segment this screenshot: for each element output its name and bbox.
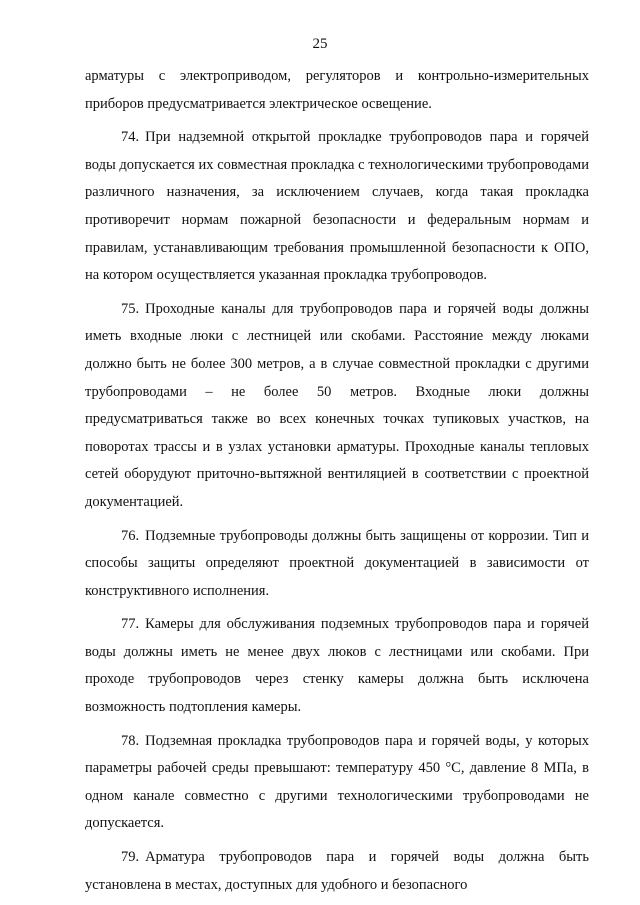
page-number: 25 (312, 36, 328, 52)
paragraph-number: 79. (121, 849, 140, 866)
paragraph-79 (85, 844, 589, 899)
paragraph-text: Проходные каналы для трубопроводов пара и горячей воды должны иметь входные люки с лестницей или скобами. Расстояние между люками должно быть не более 300 метров, а в случае совместной прокладки с другими трубопроводами – не более 50 метров. Входные люки должны предусматриваться также во всех конечных точках тупиковых участков, на поворотах трассы и в узлах установки арматуры. Проходные каналы тепловых сетей оборудуют приточно-вытяжной вентиляцией в соответствии с проектной документацией. (85, 300, 589, 510)
paragraph-77 (85, 611, 589, 721)
paragraph-number: 78. (121, 732, 140, 749)
paragraph-continuation (85, 63, 589, 118)
paragraph-78 (85, 728, 589, 838)
paragraph-75 (85, 296, 589, 517)
paragraph-number: 77. (121, 616, 140, 633)
paragraph-text: Камеры для обслуживания подземных трубопроводов пара и горячей воды должны иметь не менее двух люков с лестницами или скобами. При проходе трубопроводов через стенку камеры должна быть исключена возможность подтопления камеры. (85, 616, 589, 716)
paragraph-text: арматуры с электроприводом, регуляторов и контрольно-измерительных приборов предусматривается электрическое освещение. (85, 68, 589, 112)
paragraph-number: 74. (121, 129, 140, 146)
paragraph-text: Подземная прокладка трубопроводов пара и горячей воды, у которых параметры рабочей среды превышают: температуру 450 °С, давление 8 МПа, в одном канале совместно с другими технологическими трубопроводами не допускается. (85, 732, 589, 832)
paragraph-number: 75. (121, 300, 140, 317)
paragraph-text: При надземной открытой прокладке трубопроводов пара и горячей воды допускается их совместная прокладка с технологическими трубопроводами различного назначения, за исключением случаев, когда такая прокладка противоречит нормам пожарной безопасности и федеральным нормам и правилам, устанавливающим требования промышленной безопасности к ОПО, на котором осуществляется указанная прокладка трубопроводов. (85, 129, 589, 284)
paragraph-text: Арматура трубопроводов пара и горячей воды должна быть установлена в местах, доступных для удобного и безопасного (85, 849, 589, 893)
document-body (85, 63, 589, 905)
paragraph-76 (85, 523, 589, 606)
paragraph-number: 76. (121, 527, 140, 544)
paragraph-text: Подземные трубопроводы должны быть защищены от коррозии. Тип и способы защиты определяют проектной документацией в зависимости от конструктивного исполнения. (85, 527, 589, 599)
paragraph-74 (85, 124, 589, 290)
